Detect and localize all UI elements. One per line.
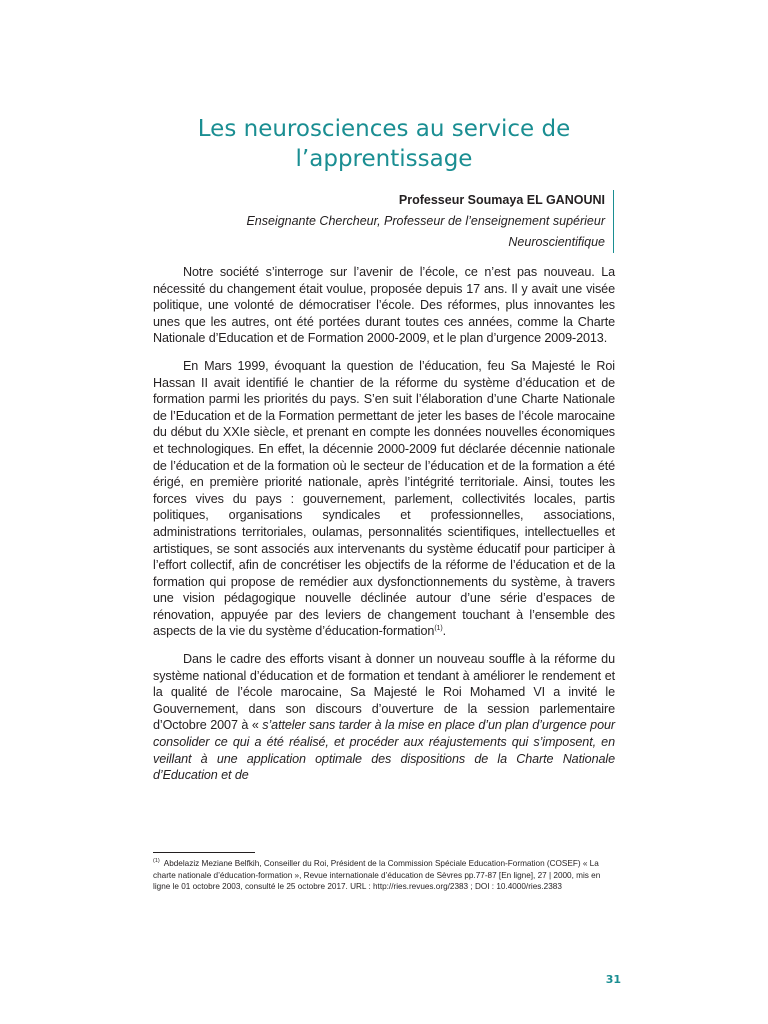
- footnote-mark: (1): [153, 858, 160, 865]
- paragraph-2: [153, 358, 615, 640]
- paragraph-2-end: .: [442, 624, 446, 639]
- footnote-reference[interactable]: (1): [434, 625, 443, 633]
- title-line-1: Les neurosciences au service de: [197, 116, 571, 142]
- author-block: [185, 190, 614, 253]
- article-body: [153, 264, 615, 795]
- footnote-divider: [153, 852, 255, 853]
- author-name: Professeur Soumaya EL GANOUNI: [398, 193, 605, 207]
- paragraph-3-quote: s’atteler sans tarder à la mise en place d’un plan d’urgence pour consolider ce qui a été réalisé, et procéder aux réajustements qui s’imposent, en veillant à une application optimale des dispositions de la Charte Nationale d’Education et de: [153, 718, 615, 783]
- author-role-line-2: Neuroscientifique: [508, 235, 605, 249]
- page-title: [150, 114, 618, 174]
- footnote: [153, 858, 615, 893]
- page-number: 31: [605, 973, 621, 986]
- paragraph-1: Notre société s’interroge sur l’avenir de l’école, ce n’est pas nouveau. La nécessité du changement était voulue, proposée depuis 17 ans. Il y avait une visée politique, une volonté de démocratiser l’école. Des réformes, plus innovantes les unes que les autres, ont été portées durant toutes ces années, comme la Charte Nationale d’Education et de Formation 2000-2009, et le plan d’urgence 2009-2013.: [153, 265, 615, 346]
- paragraph-2-text: En Mars 1999, évoquant la question de l’éducation, feu Sa Majesté le Roi Hassan II avait identifié le chantier de la réforme du système d’éducation et de formation parmi les priorités du pays. S’en suit l’élaboration d’une Charte Nationale de l’Education et de la Formation permettant de jeter les bases de l’école marocaine du début du XXIe siècle, et prenant en compte les données nouvelles économiques et technologiques. En effet, la décennie 2000-2009 fut déclarée décennie nationale de l’éducation et de la formation où le secteur de l’éducation et de la formation a été érigé, en première priorité nationale, après l’intégrité territoriale. Ainsi, toutes les forces vives du pays : gouvernement, parlement, collectivités locales, partis politiques, organisations syndicales et professionnelles, associations, administrations territoriales, oulamas, personnalités scientifiques, intellectuelles et artistiques, se sont associés aux intervenants du système éducatif pour participer à l’effort collectif, afin de concrétiser les objectifs de la réforme de l’éducation et de la formation qui propose de remédier aux dysfonctionnements du système, à travers une vision pédagogique nouvelle déclinée autour d’une série d’espaces de rénovation, appuyée par des leviers de changement touchant à l’ensemble des aspects de la vie du système d’éducation-formation: [153, 358, 615, 639]
- footnote-text: Abdelaziz Meziane Belfkih, Conseiller du Roi, Président de la Commission Spéciale Education-Formation (COSEF) « La charte nationale d’éducation-formation », Revue internationale d’éducation de Sèvres pp.77-87 [En ligne], 27 | 2000, mis en ligne le 01 octobre 2003, consulté le 25 octobre 2017. URL : http://ries.revues.org/2383 ; DOI : 10.4000/ries.2383: [153, 859, 601, 891]
- title-line-2: l’apprentissage: [295, 146, 473, 172]
- paragraph-3: [153, 651, 615, 784]
- paragraph-3-text: Dans le cadre des efforts visant à donner un nouveau souffle à la réforme du système national d’éducation et de formation et tendant à améliorer le rendement et la qualité de l’école marocaine, Sa Majesté le Roi Mohamed VI a invité le Gouvernement, dans son discours d’ouverture de la session parlementaire d’Octobre 2007 à «: [153, 652, 615, 733]
- author-role-line-1: Enseignante Chercheur, Professeur de l’enseignement supérieur: [246, 214, 605, 228]
